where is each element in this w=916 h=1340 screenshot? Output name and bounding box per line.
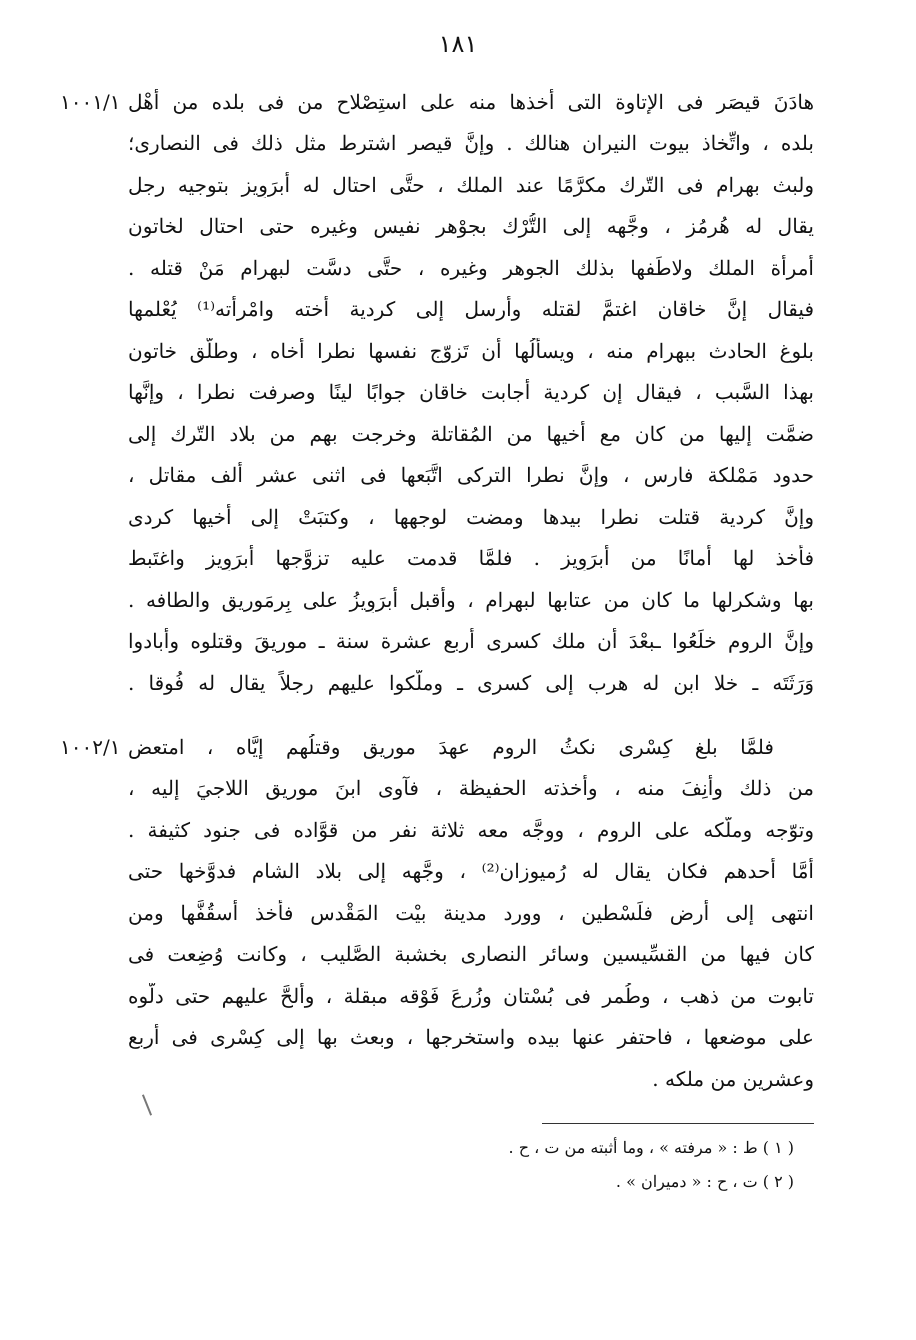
text-line: بها وشكرلها ما كان من عتابها لبهرام ، وأقبل أبرَوِيزُ على بِرمَوريق والطافه .	[128, 588, 814, 612]
text-line: كان فيها من القسِّيسين وسائر النصارى بخشبة الصَّليب ، وكانت وُضِعت فى	[128, 942, 814, 966]
text-line: من ذلك وأنِفَ منه ، وأخذته الحفيظة ، فآوى ابنَ موريق اللاجيَ إليه ،	[128, 776, 814, 800]
text-line: فلمَّا بلغ كِسْرى نكثُ الروم عهدَ موريق وقتلُهم إيَّاه ، امتعض	[128, 735, 774, 759]
text-line: بهذا السَّبب ، فيقال إن كردية أجابت خاقان جوابًا لينًا وصرفت نطرا ، وإنَّها	[128, 380, 814, 404]
text-line: وتوّجه وملَّكه على الروم ، ووجَّه معه ثلاثة نفر من قوَّاده فى جنود كثيفة .	[128, 818, 814, 842]
footnote-rule	[542, 1123, 814, 1124]
text-line: ضمَّت إليها من كان مع أخيها من المُقاتلة وخرجت بهم من بلاد التّرك إلى	[128, 422, 814, 446]
text-line: حدود مَمْلكة فارس ، وإنَّ نطرا التركى اتَّبَعها فى اثنى عشر ألف مقاتل ،	[128, 463, 814, 487]
text-line: هادَنَ قيصَر فى الإتاوة التى أخذها منه على استِصْلاح من فى بلده من أهْل	[128, 90, 814, 114]
stray-mark	[142, 1094, 152, 1115]
text-line: وَرَثَتَه ـ خلا ابن له هرب إلى كسرى ـ وملَّكوا عليهم رجلاً يقال له فُوقا .	[128, 671, 814, 695]
text-line: فأخذ لها أمانًا من أبرَوِيز . فلمَّا قدمت عليه تزوَّجها أبرَوِيز واغتَبط	[128, 546, 814, 570]
text-line: بلده ، واتِّخاذ بيوت النيران هنالك . وإنَّ قيصر اشترط مثل ذلك فى النصارى؛	[128, 131, 814, 155]
text-line: وإنَّ كردية قتلت نطرا بيدها ومضت لوجهها ، وكتبَتْ إلى أخيها كردى	[128, 505, 814, 529]
text-line: يقال له هُرمُز ، وجَّهه إلى التُّرْك بجوْهر نفيس وغيره حتى احتال لخاتون	[128, 214, 814, 238]
margin-ref: ١٠٠٢/١	[60, 735, 121, 759]
footnote: ( ١ ) ط : « مرفته » ، وما أثبته من ت ، ح .	[508, 1138, 794, 1157]
text-line: فيقال إنَّ خاقان اغتمَّ لقتله وأرسل إلى كردية أخته وامْرأته⁽¹⁾ يُعْلمها	[128, 297, 814, 321]
text-line: انتهى إلى أرض فلَسْطين ، وورد مدينة بيْت المَقْدس فأخذ أسقُفَّها ومن	[128, 901, 814, 925]
footnote: ( ٢ ) ت ، ح : « دميران » .	[615, 1172, 794, 1191]
text-line: وعشرين من ملكه .	[652, 1067, 814, 1091]
text-line: وإنَّ الروم خلَعُوا ـبعْدَ أن ملك كسرى أربع عشرة سنة ـ موريقَ وقتلوه وأبادوا	[128, 629, 814, 653]
text-line: على موضعها ، فاحتفر عنها بيده واستخرجها ، وبعث بها إلى كِسْرى فى أربع	[128, 1025, 814, 1049]
margin-ref: ١٠٠١/١	[60, 90, 121, 114]
page-number: ١٨١	[438, 30, 478, 58]
text-line: ولبث بهرام فى التّرك مكرَّمًا عند الملك ، حتَّى احتال له أبرَوِيز بتوجيه رجل	[128, 173, 814, 197]
text-line: أمرأة الملك ولاطَفها بذلك الجوهر وغيره ، حتَّى دسَّت لبهرام مَنْ قتله .	[128, 256, 814, 280]
text-line: بلوغ الحادث ببهرام منه ، ويسألُها أن تَزوّج نفسها نطرا أخاه ، وطلَّق خاتون	[128, 339, 814, 363]
text-line: أمَّا أحدهم فكان يقال له رُميوزان⁽²⁾ ، وجَّهه إلى بلاد الشام فدوَّخها حتى	[128, 859, 814, 883]
text-line: تابوت من ذهب ، وطُمر فى بُسْتان وزُرعَ فَوْقه مبقلة ، وألحَّ عليهم حتى دلُّوه	[128, 984, 814, 1008]
